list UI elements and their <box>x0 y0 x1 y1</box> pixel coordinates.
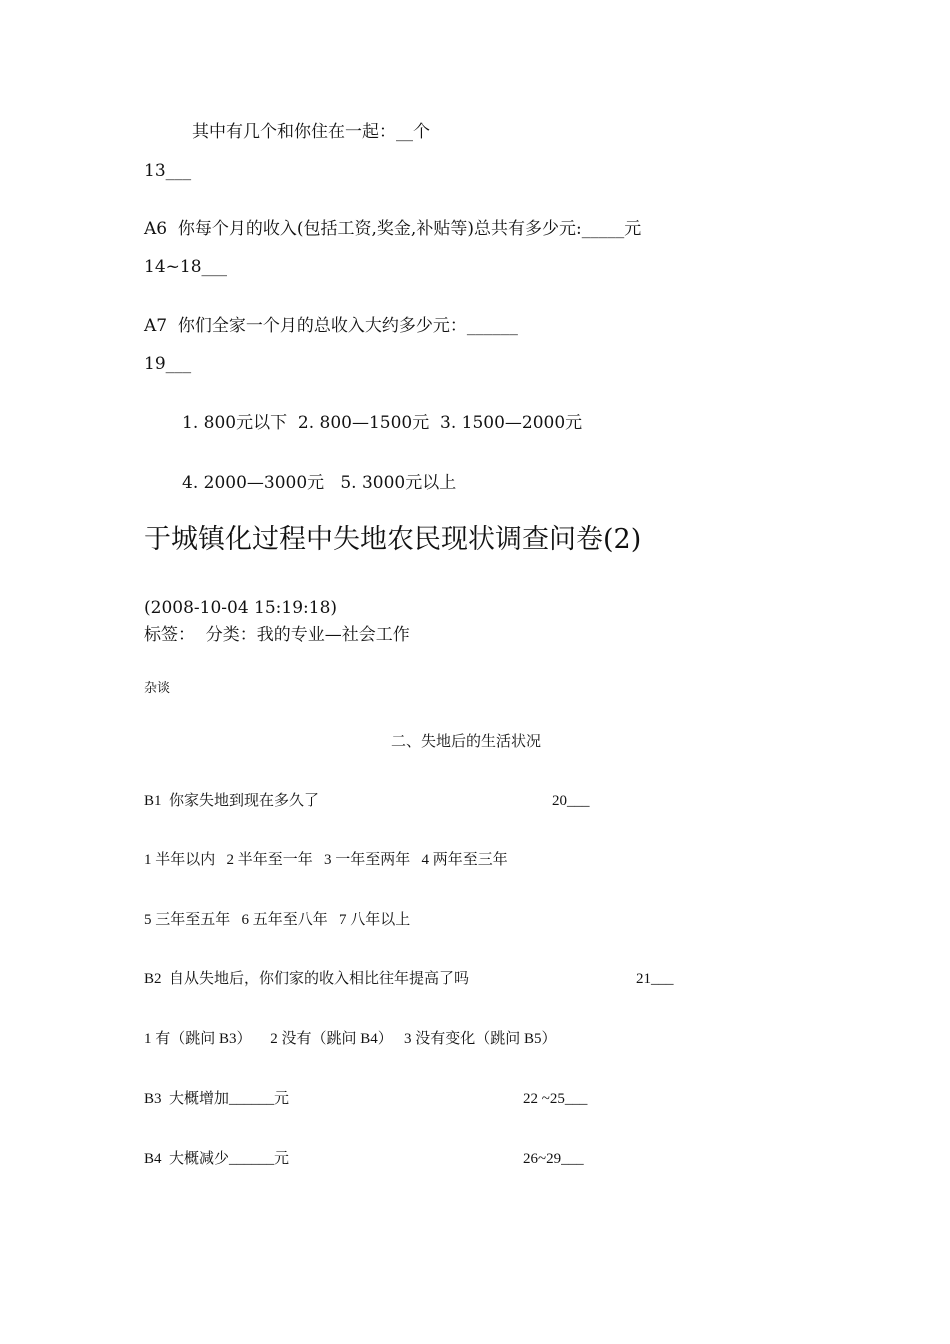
b3-question: B3 大概增加______元 <box>144 1091 290 1107</box>
article-tags-line: 标签： 分类：我的专业—社会工作 <box>144 625 410 645</box>
section-heading: 二、失地后的生活状况 <box>391 734 542 750</box>
article-title: 于城镇化过程中失地农民现状调查问卷(2) <box>144 524 642 555</box>
b1-question: B1 你家失地到现在多久了 <box>144 793 320 809</box>
a7-options-row2: 4. 2000—3000元 5. 3000元以上 <box>182 473 457 493</box>
b1-options-row2: 5 三年至五年 6 五年至八年 7 八年以上 <box>144 912 411 928</box>
a5-subquestion: 其中有几个和你住在一起：__个 <box>192 122 430 142</box>
b2-code: 21___ <box>636 971 674 987</box>
a7-options-row1: 1. 800元以下 2. 800—1500元 3. 1500—2000元 <box>182 413 583 433</box>
b2-options: 1 有（跳问 B3） 2 没有（跳问 B4） 3 没有变化（跳问 B5） <box>144 1031 557 1047</box>
a7-code: 19___ <box>144 354 192 374</box>
b1-code: 20___ <box>552 793 590 809</box>
b3-code: 22 ~25___ <box>523 1091 588 1107</box>
a6-code: 14~18___ <box>144 257 228 277</box>
a7-question: A7 你们全家一个月的总收入大约多少元：______ <box>144 316 518 336</box>
b2-question: B2 自从失地后，你们家的收入相比往年提高了吗 <box>144 971 470 987</box>
b4-question: B4 大概减少______元 <box>144 1151 290 1167</box>
b1-options-row1: 1 半年以内 2 半年至一年 3 一年至两年 4 两年至三年 <box>144 852 508 868</box>
article-tag[interactable]: 杂谈 <box>144 681 171 696</box>
article-date: (2008-10-04 15:19:18) <box>144 598 338 618</box>
b4-code: 26~29___ <box>523 1151 584 1167</box>
a5-code: 13___ <box>144 161 192 181</box>
a6-question: A6 你每个月的收入(包括工资,奖金,补贴等)总共有多少元:_____元 <box>144 219 642 239</box>
